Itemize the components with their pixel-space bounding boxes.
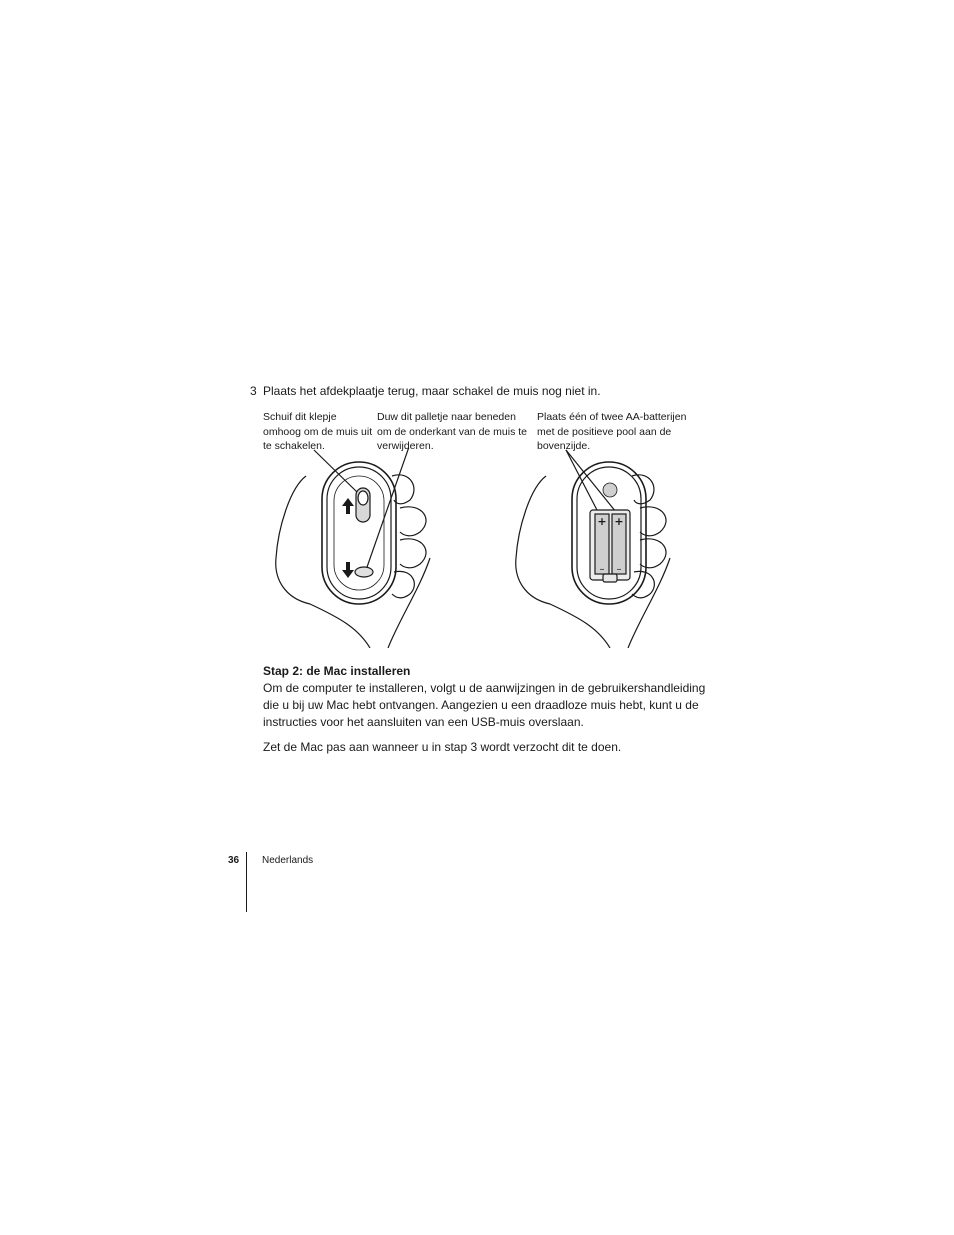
battery-plus-right: + <box>614 515 624 528</box>
battery-minus-left: – <box>599 564 605 575</box>
step-text: Plaats het afdekplaatje terug, maar schakel de muis nog niet in. <box>263 384 601 398</box>
battery-plus-left: + <box>597 515 607 528</box>
section-heading: Stap 2: de Mac installeren <box>263 664 411 678</box>
caption-insert-batteries: Plaats één of twee AA-batterijen met de positieve pool aan de bovenzijde. <box>537 411 687 452</box>
instruction-step <box>250 384 601 399</box>
mouse-batteries-illustration <box>510 448 690 648</box>
footer-language: Nederlands <box>262 855 314 866</box>
battery-minus-right: – <box>616 564 622 575</box>
mouse-underside-illustration <box>270 448 450 648</box>
caption-release-latch: Duw dit palletje naar beneden om de onderkant van de muis te verwijderen. <box>377 411 528 452</box>
page-number: 36 <box>228 855 240 866</box>
step-number: 3 <box>250 384 257 398</box>
footer-divider <box>246 852 247 912</box>
section-paragraph-2: Zet de Mac pas aan wanneer u in stap 3 wordt verzocht dit te doen. <box>263 740 622 754</box>
arrow-up-icon <box>342 498 354 514</box>
callout-line-latch <box>366 448 410 570</box>
section-paragraph-1: Om de computer te installeren, volgt u de aanwijzingen in de gebruikershandleiding die u bij uw Mac hebt ontvangen. Aangezien u een draadloze muis hebt, kunt u de instructies voor het aansluiten van een USB-muis overslaan. <box>263 681 706 729</box>
arrow-down-icon <box>342 562 354 578</box>
callout-line-switch <box>314 450 358 493</box>
callout-line-battery-2 <box>566 450 616 512</box>
caption-switch-off: Schuif dit klepje omhoog om de muis uit te schakelen. <box>263 411 373 452</box>
